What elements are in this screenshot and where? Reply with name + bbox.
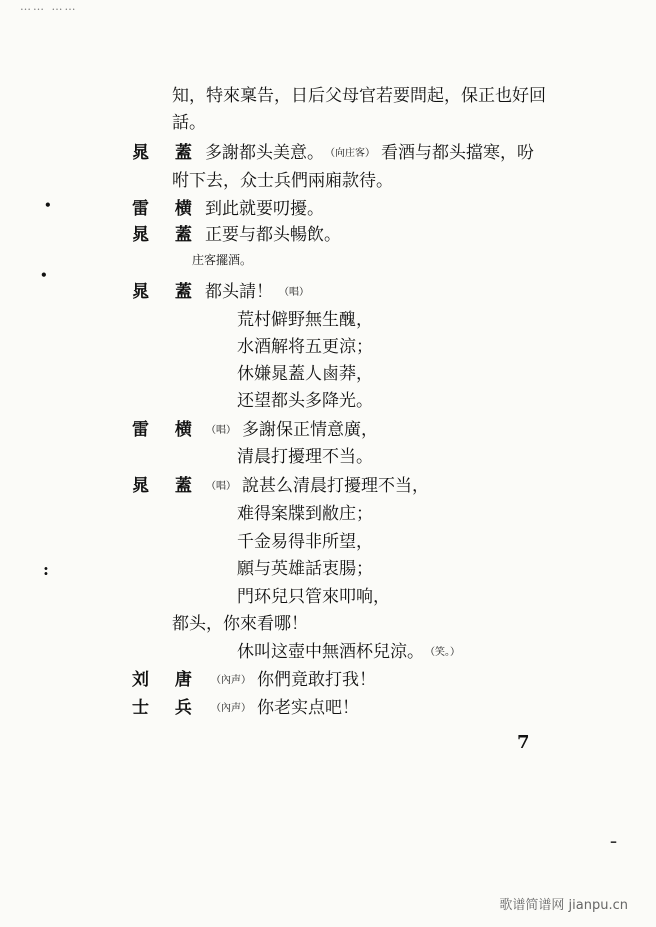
- verse-text: 清晨打擾理不当。: [237, 447, 373, 467]
- margin-dash: –: [610, 834, 617, 850]
- verse-text: 难得案牒到敝庄；: [237, 504, 373, 524]
- margin-dot: •: [44, 198, 52, 212]
- speaker-name: 雷 横: [132, 199, 202, 219]
- line-text: [205, 282, 315, 303]
- line-text-a: 休叫这壺中無酒杯兒涼。: [237, 642, 424, 662]
- stage-note: （笑。）: [430, 646, 460, 658]
- verse-text: 千金易得非所望，: [237, 532, 373, 552]
- line-text: [200, 420, 378, 441]
- verse-text: [237, 642, 466, 663]
- page-number: 7: [517, 732, 530, 753]
- speaker-name: 晁 蓋: [132, 476, 202, 496]
- stage-note: （內声）: [211, 702, 251, 714]
- speaker-name: 晁 蓋: [132, 225, 202, 245]
- line-text-a: 說甚么清晨打擾理不当，: [242, 476, 429, 496]
- line-text: [200, 476, 429, 497]
- speaker-name: 晁 蓋: [132, 143, 202, 163]
- stage-note: （內声）: [211, 674, 251, 686]
- line-text: 話。: [172, 113, 206, 133]
- watermark: 歌谱简谱网 jianpu.cn: [499, 898, 628, 913]
- speaker-name: 刘 唐: [132, 670, 202, 690]
- stage-note: （唱）: [279, 286, 309, 298]
- speaker-name: 晁 蓋: [132, 282, 202, 302]
- line-text-a: 都头請！: [205, 282, 273, 302]
- verse-text: 休嫌晁蓋人鹵莽，: [237, 364, 373, 384]
- line-text: 正要与都头暢飲。: [205, 225, 341, 245]
- verse-text: 水酒解将五更涼；: [237, 337, 373, 357]
- stage-direction: 庄客擺酒。: [192, 253, 253, 267]
- line-text-a: 多謝保正情意廣，: [242, 420, 378, 440]
- speaker-name: 雷 横: [132, 420, 202, 440]
- line-text: 都头，你來看哪！: [172, 614, 308, 634]
- line-text: [205, 698, 359, 719]
- line-text: [205, 143, 534, 164]
- line-text-a: 你老实点吧！: [257, 698, 359, 718]
- stage-note: （向庄客）: [330, 147, 375, 159]
- line-text-a: 多謝都头美意。: [205, 143, 324, 163]
- margin-dot: :: [43, 560, 49, 579]
- stage-note: （唱）: [206, 424, 236, 436]
- line-text-a: 你們竟敢打我！: [257, 670, 376, 690]
- margin-dot: •: [40, 268, 48, 282]
- line-text: 咐下去，众士兵們兩廂款待。: [172, 171, 393, 191]
- header-fragment: …… ……: [20, 0, 78, 13]
- line-text: 知，特來稟告，日后父母官若要問起，保正也好回: [172, 86, 546, 106]
- verse-text: 願与英雄話衷腸；: [237, 559, 373, 579]
- line-text-b: 看酒与都头擋寒，吩: [381, 143, 534, 163]
- speaker-name: 士 兵: [132, 698, 202, 718]
- line-text: 到此就要叨擾。: [205, 199, 324, 219]
- verse-text: 荒村僻野無生醜，: [237, 310, 373, 330]
- stage-note: （唱）: [206, 480, 236, 492]
- verse-text: 門环兒只管來叩响，: [237, 587, 390, 607]
- line-text: [205, 670, 376, 691]
- verse-text: 还望都头多降光。: [237, 391, 373, 411]
